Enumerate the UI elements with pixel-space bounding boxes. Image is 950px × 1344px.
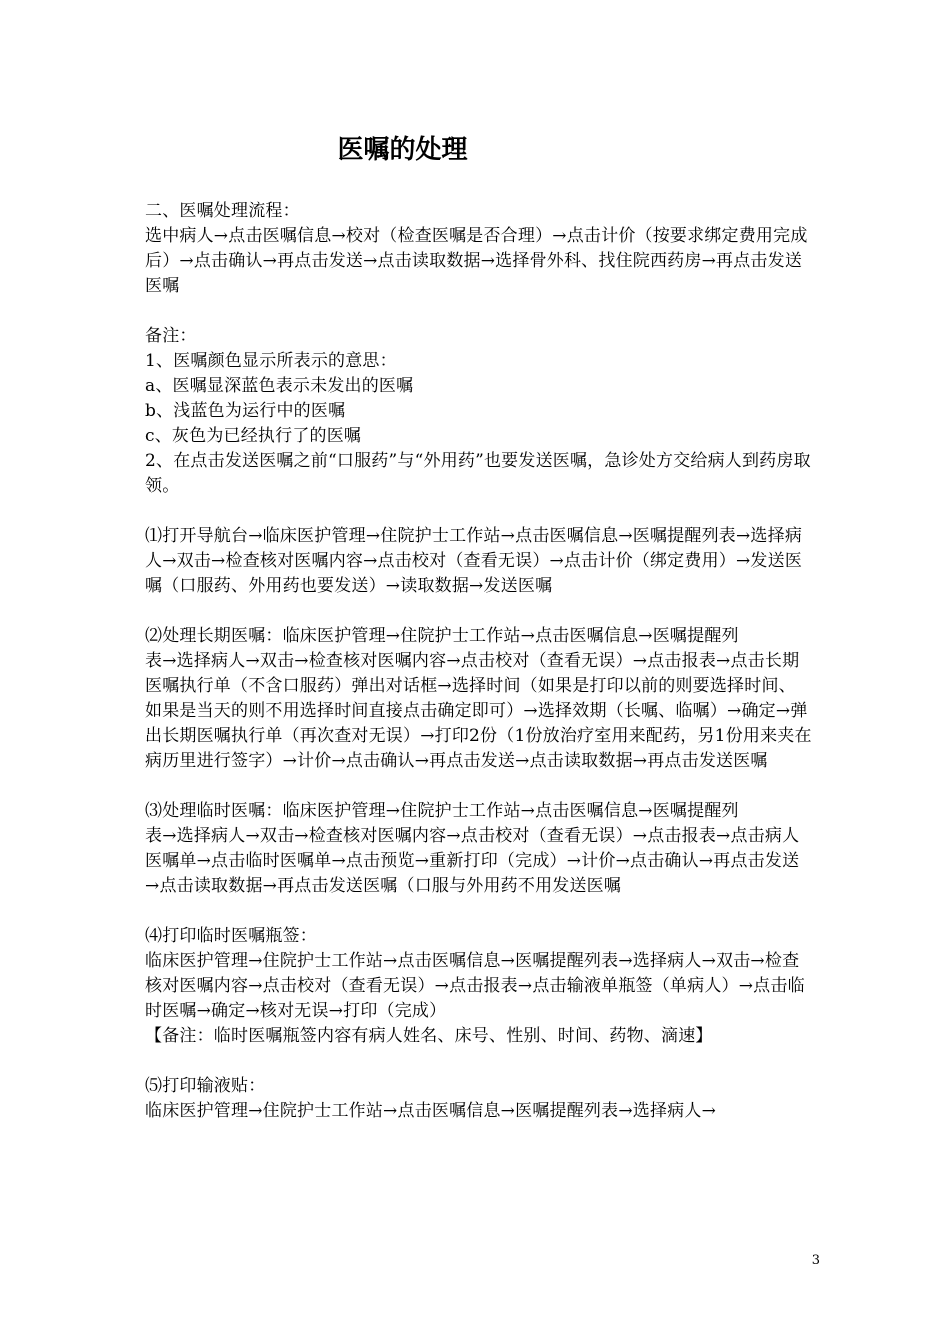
paragraph-gap [145,299,813,324]
paragraph: ⑴打开导航台→临床医护管理→住院护士工作站→点击医嘱信息→医嘱提醒列表→选择病人→双击→检查核对医嘱内容→点击校对（查看无误）→点击计价（绑定费用）→发送医嘱（口服药、外用药也要发送）→读取数据→发送医嘱 [145,526,803,596]
paragraph: 表→选择病人→双击→检查核对医嘱内容→点击校对（查看无误）→点击报表→点击长期医嘱执行单（不含口服药）弹出对话框→选择时间（如果是打印以前的则要选择时间、如果是当天的则不用选择时间直接点击确定即可）→选择效期（长嘱、临嘱）→确定→弹出长期医嘱执行单（再次查对无误）→打印2份（1份放治疗室用来配药，另1份用来夹在病历里进行签字）→计价→点击确认→再点击发送→点击读取数据→再点击发送医嘱 [145,651,812,771]
list-item: b、浅蓝色为运行中的医嘱 [145,401,346,421]
paragraph: 表→选择病人→双击→检查核对医嘱内容→点击校对（查看无误）→点击报表→点击病人医嘱单→点击临时医嘱单→点击预览→重新打印（完成）→计价→点击确认→再点击发送→点击读取数据→再点击发送医嘱（口服与外用药不用发送医嘱 [145,826,800,896]
document-body [145,199,813,1124]
paragraph-gap [145,774,813,799]
page-number: 3 [811,1253,820,1268]
paragraph: ⑶处理临时医嘱：临床医护管理→住院护士工作站→点击医嘱信息→医嘱提醒列 [145,801,739,821]
paragraph: 2、在点击发送医嘱之前“口服药”与“外用药”也要发送医嘱，急诊处方交给病人到药房取领。 [145,451,811,496]
paragraph: 临床医护管理→住院护士工作站→点击医嘱信息→医嘱提醒列表→选择病人→ [145,1101,717,1121]
page-title: 医嘱的处理 [337,135,468,165]
section-heading: ⑷打印临时医嘱瓶签： [145,926,317,946]
note: 【备注：临时医嘱瓶签内容有病人姓名、床号、性别、时间、药物、滴速】 [145,1026,713,1046]
section-heading: ⑸打印输液贴： [145,1076,266,1096]
paragraph: ⑵处理长期医嘱：临床医护管理→住院护士工作站→点击医嘱信息→医嘱提醒列 [145,626,739,646]
list-item: a、医嘱显深蓝色表示未发出的医嘱 [145,376,414,396]
paragraph-gap [145,499,813,524]
paragraph-gap [145,1049,813,1074]
note-heading: 备注： [145,326,197,346]
paragraph: 选中病人→点击医嘱信息→校对（检查医嘱是否合理）→点击计价（按要求绑定费用完成后）→点击确认→再点击发送→点击读取数据→选择骨外科、找住院西药房→再点击发送医嘱 [145,226,808,296]
paragraph-gap [145,899,813,924]
paragraph: 1、医嘱颜色显示所表示的意思： [145,351,397,371]
section-heading: 二、医嘱处理流程： [145,201,300,221]
list-item: c、灰色为已经执行了的医嘱 [145,426,362,446]
paragraph: 临床医护管理→住院护士工作站→点击医嘱信息→医嘱提醒列表→选择病人→双击→检查核对医嘱内容→点击校对（查看无误）→点击报表→点击输液单瓶签（单病人）→点击临时医嘱→确定→核对无误→打印（完成） [145,951,805,1021]
paragraph-gap [145,599,813,624]
